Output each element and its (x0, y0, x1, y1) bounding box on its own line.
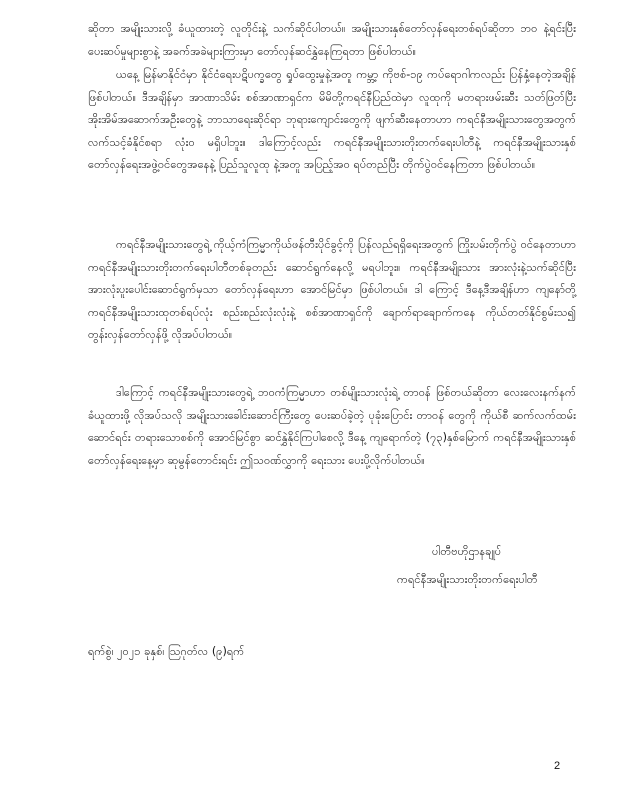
paragraph-3: ကရင်နီအမျိုးသားတွေရဲ့ ကိုယ့်ကံကြမ္မာကိုယ်ဖန်တီးပိုင်ခွင့်ကို ပြန်လည်ရရှိရေးအတွက် ကြိုးပမ်းတိုက်ပွဲ ဝင်နေတာဟာ ကရင်နီအမျိုးသားတိုးတက်ရေးပါတီတစ်ခုတည်း ဆောင်ရွက်နေလို့ မရပါဘူး။ ကရင်နီအမျိုးသား အားလုံးနဲ့သက်ဆိုင်ပြီး အားလုံးပူးပေါင်းဆောင်ရွက်မှသာ တော်လှန်ရေးဟာ အောင်မြင်မှာ ဖြစ်ပါတယ်။ ဒါ ကြောင့် ဒီနေ့ဒီအချိန်ဟာ ကျနော်တို့ကရင်နီအမျိုးသားထုတစ်ရပ်လုံး စည်းစည်းလုံးလုံးနဲ့ စစ်အာဏာရှင်ကို ချောက်ရာချောက်ကနေ ကိုယ်တတ်နိုင်စွမ်းသ၍ တွန်းလှန်တော်လှန်ဖို့ လိုအပ်ပါတယ်။ (88, 238, 576, 342)
signature-organization: ကရင်နီအမျိုးသားတိုးတက်ရေးပါတီ (397, 573, 538, 586)
signature-name: ပါတီဗဟိုဌာနချုပ် (432, 545, 502, 558)
paragraph-1: ဆိုတာ အမျိုးသားလို့ ခံယူထားတဲ့ လူတိုင်းနဲ့ သက်ဆိုင်ပါတယ်။ အမျိုးသားနှစ်တော်လှန်ရေးတစ်ရပ်ဆိုတာ ဘဝ နဲ့ရင်းပြီး ပေးဆပ်မှုများစွာနဲ့ အခက်အခဲများကြားမှာ တော်လှန်ဆင်နွှဲနေကြရတာ ဖြစ်ပါတယ်။ (88, 22, 576, 58)
paragraph-2: ယနေ့ မြန်မာနိုင်ငံမှာ နိုင်ငံရေးပဋိပက္ခတွေ ရှုပ်ထွေးမှုနဲ့အတူ ကမ္ဘာ့ ကိုဗစ်-၁၉ ကပ်ရောဂါကလည်း ပြန်နှံ့နေတဲ့အချိန် ဖြစ်ပါတယ်။ ဒီအချိန်မှာ အာဏာသိမ်း စစ်အာဏာရှင်က မိမိတို့ကရင်နီပြည်ထဲမှာ လူထုကို မတရားဖမ်းဆီး သတ်ဖြတ်ပြီး အိုးအိမ်အဆောက်အဦးတွေနဲ့ ဘာသာရေးဆိုင်ရာ ဘုရားကျောင်းတွေကို ဖျက်ဆီးနေတာဟာ ကရင်နီအမျိုးသားတွေအတွက် လက်သင့်ခံနိုင်စရာ လုံးဝ မရှိပါဘူး။ ဒါကြောင့်လည်း ကရင်နီအမျိုးသားတိုးတက်ရေးပါတီနဲ့ ကရင်နီအမျိုးသားနှစ်တော်လှန်ရေးအဖွဲ့ဝင်တွေအနေနဲ့ ပြည်သူလူထု နဲ့အတူ အပြည့်အဝ ရပ်တည်ပြီး တိုက်ပွဲဝင်နေကြတာ ဖြစ်ပါတယ်။ (88, 68, 576, 172)
paragraph-4: ဒါကြောင့် ကရင်နီအမျိုးသားတွေရဲ့ ဘဝကံကြမ္မာဟာ တစ်မျိုးသားလုံးရဲ့ တာဝန် ဖြစ်တယ်ဆိုတာ လေးလေးနက်နက်ခံယူထားဖို့ လိုအပ်သလို အမျိုးသားခေါင်းဆောင်ကြီးတွေ ပေးဆပ်ခဲ့တဲ့ ပုခုံးပြောင်း တာဝန် တွေကို ကိုယ်စီ ဆက်လက်ထမ်းဆောင်ရင်း တရားသောစစ်ကို အောင်မြင်စွာ ဆင်နွှဲနိုင်ကြပါစေလို့ ဒီနေ့ ကျရောက်တဲ့ (၇၃)နှစ်မြောက် ကရင်နီအမျိုးသားနှစ်တော်လှန်ရေးနေ့မှာ ဆုမွန်တောင်းရင်း ဤသဝဏ်လွှာကို ရေးသား ပေးပို့လိုက်ပါတယ်။ (88, 386, 576, 467)
date-line: ရက်စွဲ၊ ၂၀၂၁ ခုနှစ်၊ ဩဂုတ်လ (၉)ရက် (88, 645, 245, 658)
page-number: 2 (554, 760, 561, 772)
